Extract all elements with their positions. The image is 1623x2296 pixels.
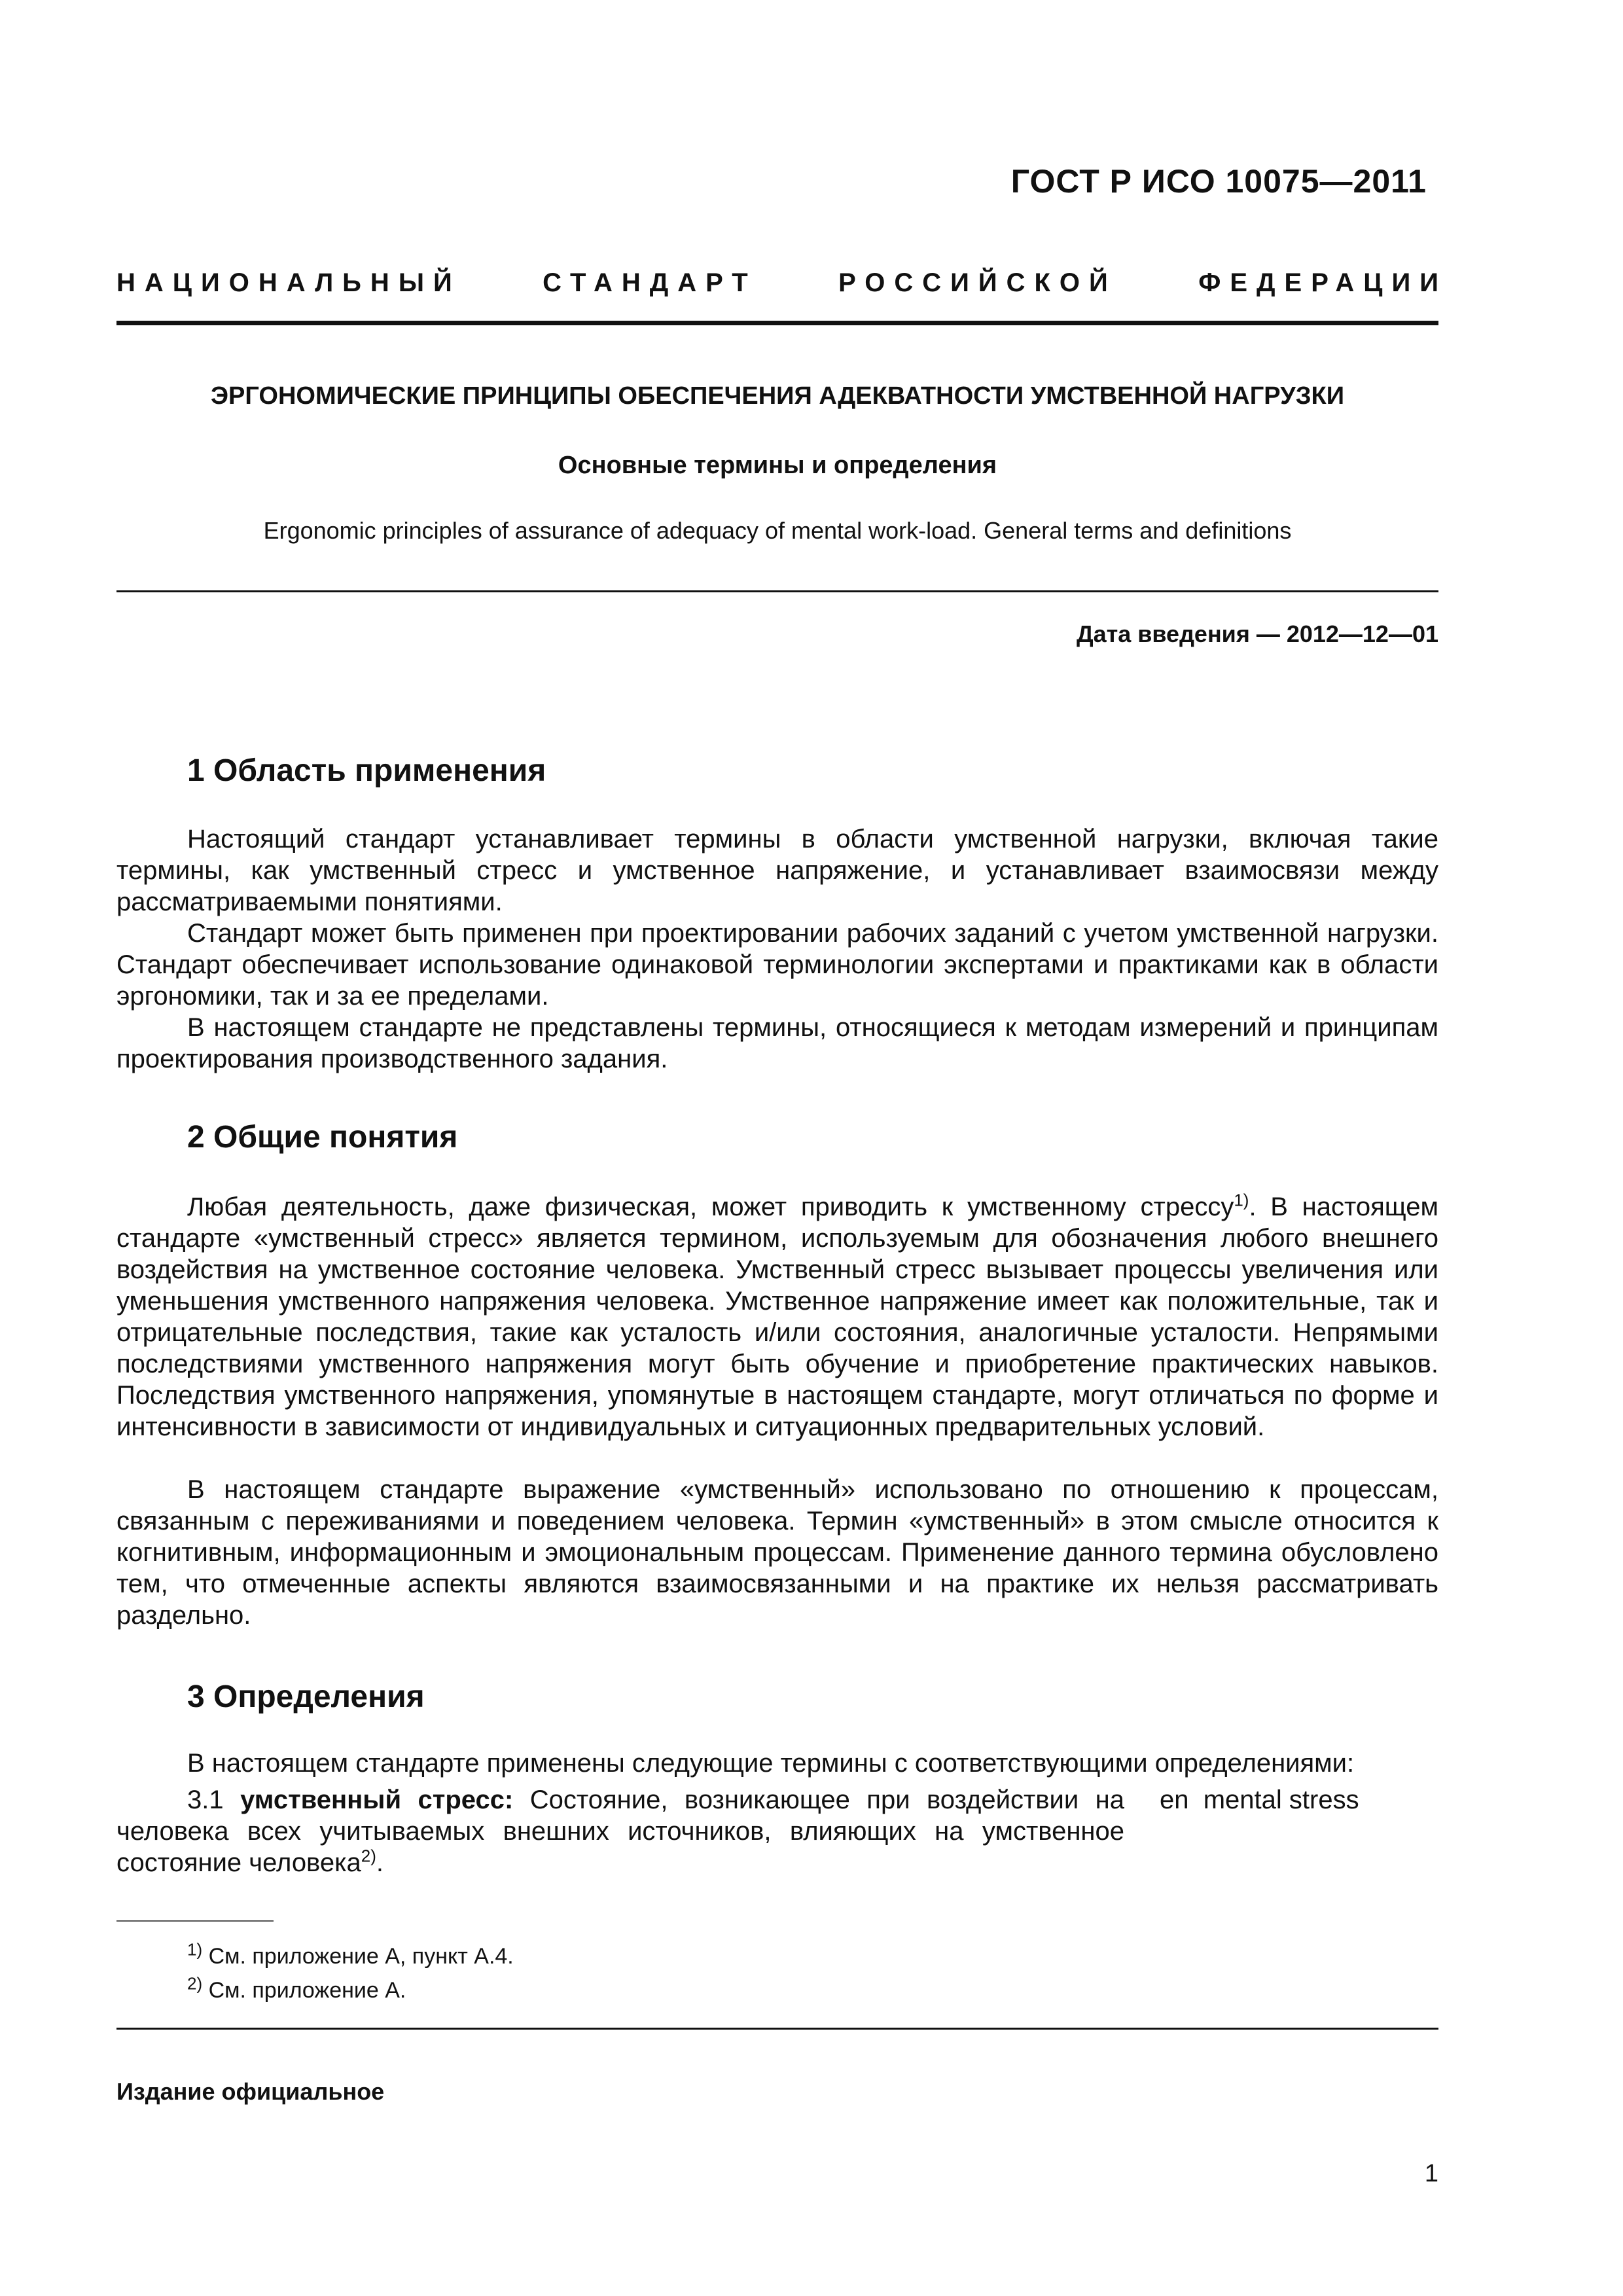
document-subtitle: Основные термины и определения [558,452,997,479]
english-equivalent [1160,1784,1359,1816]
national-title-word: РОССИЙСКОЙ [838,268,1117,297]
footnote-divider [116,1920,274,1922]
document-title: ЭРГОНОМИЧЕСКИЕ ПРИНЦИПЫ ОБЕСПЕЧЕНИЯ АДЕКВАТНОСТИ УМСТВЕННОЙ НАГРУЗКИ [210,382,1345,410]
national-title-word: НАЦИОНАЛЬНЫЙ [116,268,461,297]
footnote-text: См. приложение А, пункт А.4. [208,1944,514,1969]
footnote-text: См. приложение А. [208,1978,406,2003]
language-code: en [1160,1785,1189,1814]
paragraph: В настоящем стандарте применены следующие термины с соответствующими определениями: [187,1749,1355,1778]
definition-end: . [376,1848,383,1877]
definition-entry [116,1784,1124,1878]
footnote-ref: 1) [1234,1190,1249,1210]
introduction-date: Дата введения — 2012—12—01 [1076,620,1438,647]
footnote-ref: 2) [361,1846,376,1866]
footnote-mark: 2) [187,1973,203,1994]
english-term: mental stress [1203,1785,1359,1814]
section-heading: 3 Определения [187,1679,425,1714]
section-heading: 1 Область применения [187,753,546,788]
definition-number: 3.1 [187,1785,224,1814]
national-standard-title [116,268,1448,298]
paragraph-text: . В настоящем стандарте «умственный стресс» является термином, используемым для обозначения любого внешнего воздействия на умственное состояние человека. Умственный стресс вызывает процессы увеличения или уменьшения умственного напряжения человека. Умственное напряжение имеет как положительные, так и отрицательные последствия, такие как усталость и/или состояния, аналогичные усталости. Непрямыми последствиями умственного напряжения могут быть обучение и приобретение практических навыков. Последствия умственного напряжения, упомянутые в настоящем стандарте, могут отличаться по форме и интенсивности в зависимости от индивидуальных и ситуационных предварительных условий. [116,1193,1438,1441]
paragraph: Настоящий стандарт устанавливает термины в области умственной нагрузки, включая такие термины, как умственный стресс и умственное напряжение, и устанавливает взаимосвязи между рассматриваемыми понятиями. [116,825,1438,916]
footnote [187,1973,406,2003]
paragraph [116,1191,1438,1443]
paragraph: В настоящем стандарте выражение «умственный» использовано по отношению к процессам, связанным с переживаниями и поведением человека. Термин «умственный» в этом смысле относится к когнитивным, информационным и эмоциональным процессам. Применение данного термина обусловлено тем, что отмеченные аспекты являются взаимосвязанными и на практике их нельзя рассматривать раздельно. [116,1475,1438,1630]
section-heading: 2 Общие понятия [187,1120,458,1155]
national-title-word: СТАНДАРТ [543,268,757,297]
definition-text: Состояние, возникающее при воздействии на человека всех учитываемых внешних источников, влияющих на умственное состояние человека [116,1785,1125,1877]
header-divider [116,321,1438,325]
national-title-word: ФЕДЕРАЦИИ [1198,268,1448,297]
footnote [187,1939,514,1969]
paragraph: В настоящем стандарте не представлены термины, относящиеся к методам измерений и принципам проектирования производственного задания. [116,1013,1438,1073]
official-edition-label: Издание официальное [116,2078,385,2105]
footnote-mark: 1) [187,1939,203,1960]
paragraph-text: Любая деятельность, даже физическая, может приводить к умственному стрессу [187,1193,1234,1221]
definition-term: умственный стресс: [240,1785,514,1814]
title-divider [116,590,1438,592]
footer-divider [116,2028,1438,2030]
document-english-title: Ergonomic principles of assurance of adequacy of mental work-load. General terms and definitions [263,517,1292,544]
standard-number: ГОСТ Р ИСО 10075—2011 [1010,163,1427,200]
paragraph: Стандарт может быть применен при проектировании рабочих заданий с учетом умственной нагрузки. Стандарт обеспечивает использование одинаковой терминологии экспертами и практиками как в области эргономики, так и за ее пределами. [116,919,1438,1011]
page-number: 1 [1424,2160,1438,2187]
